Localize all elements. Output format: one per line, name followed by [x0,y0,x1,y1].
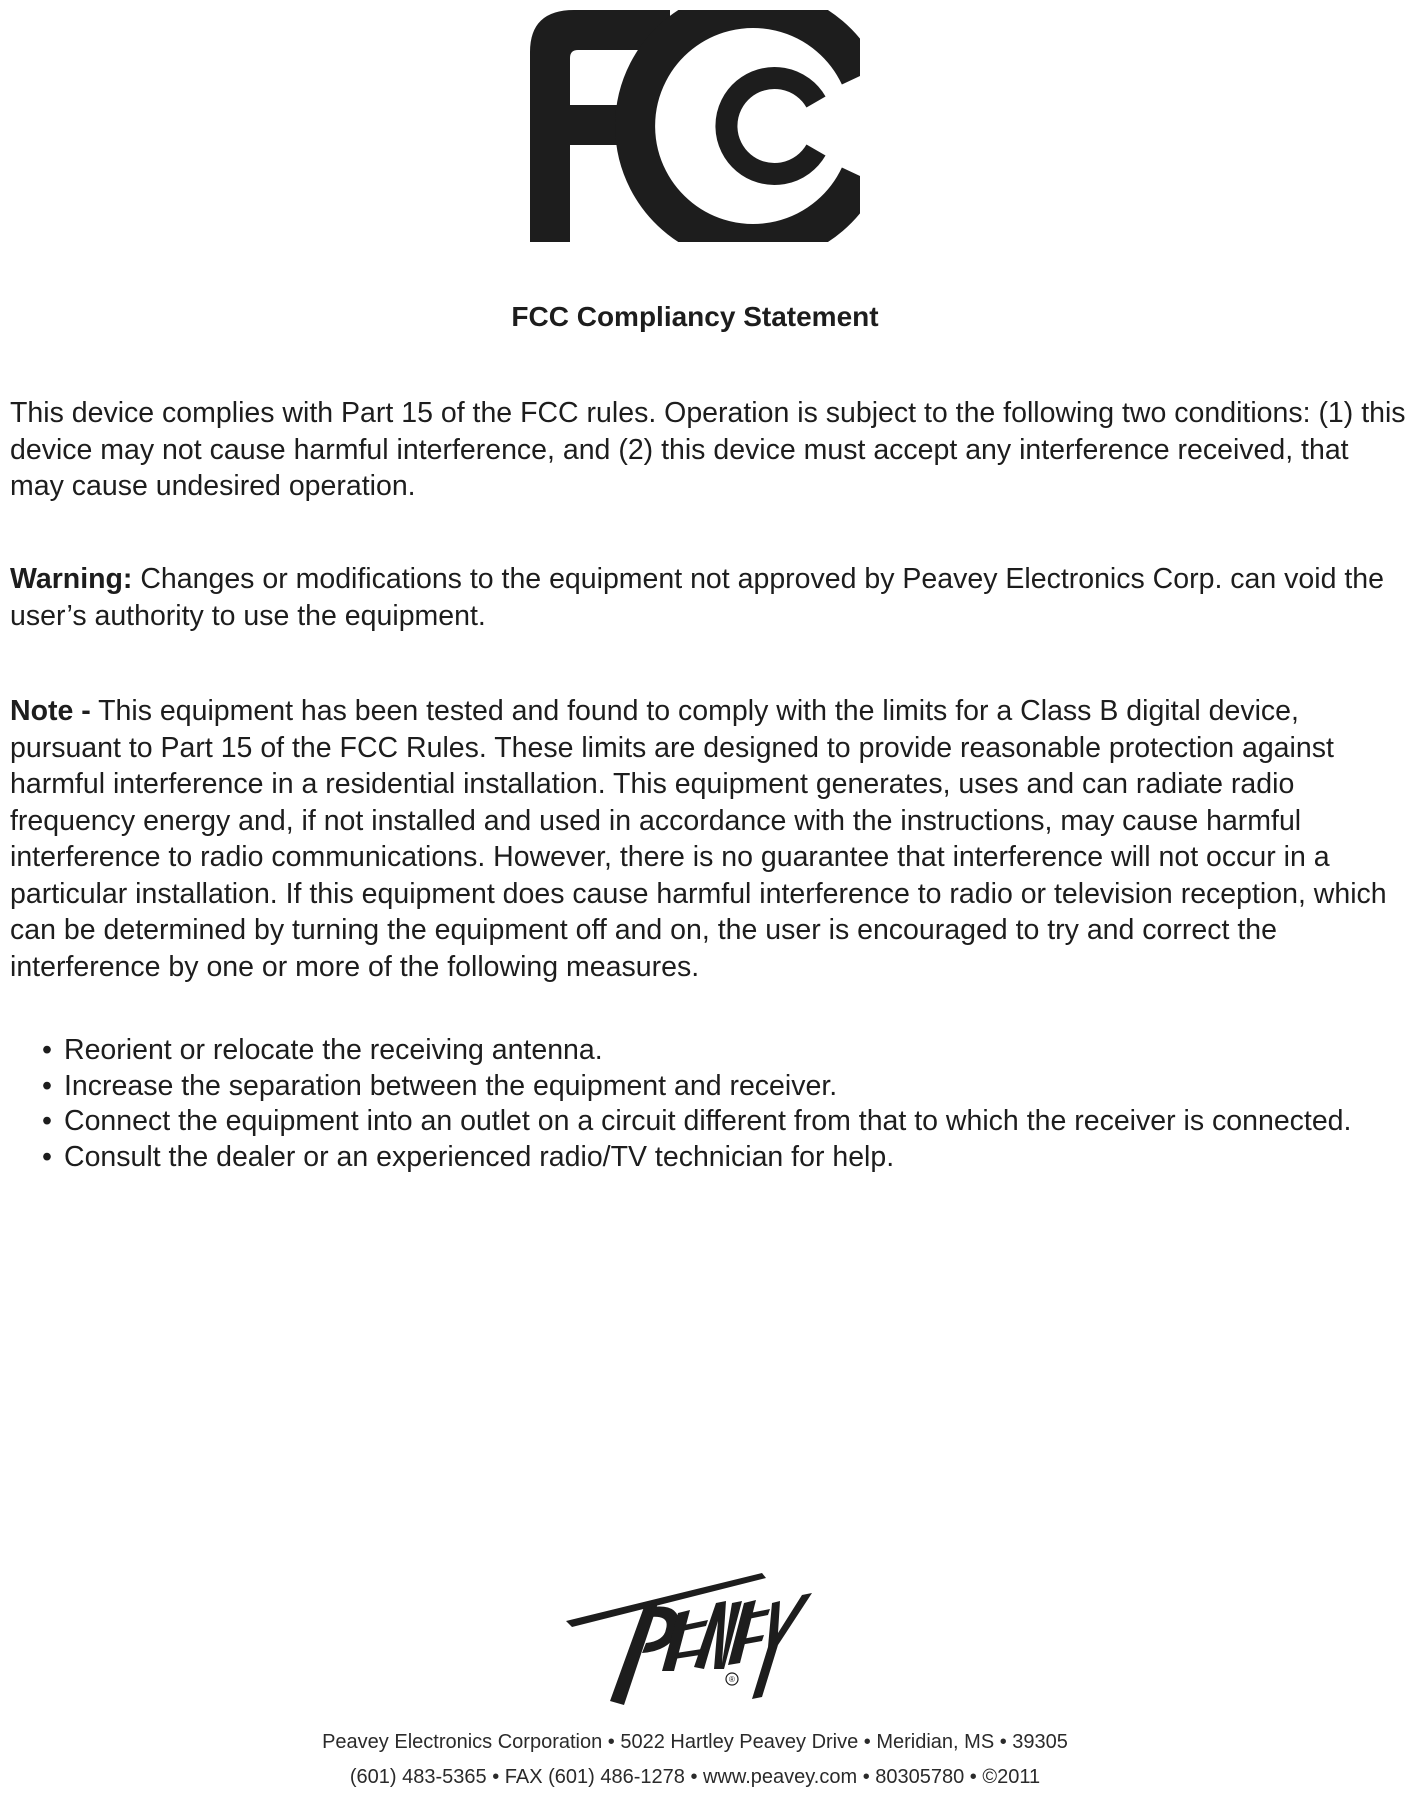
compliance-paragraph: This device complies with Part 15 of the FCC rules. Operation is subject to the following two conditions: (1) this device may not cause harmful interference, and (2) this device must accept any interference received, that may cause undesired operation. [10,397,1406,502]
measure-text: Increase the separation between the equipment and receiver. [64,1069,838,1102]
measure-text: Connect the equipment into an outlet on a circuit different from that to which the receiver is connected. [64,1105,1352,1137]
bullet-icon: • [42,1140,52,1173]
list-item [42,1104,1382,1140]
measures-list [42,1033,1382,1175]
fcc-logo [530,10,860,242]
registered-mark: ® [729,1675,735,1684]
warning-paragraph [10,561,1410,634]
list-item [42,1033,1382,1069]
bullet-icon: • [42,1069,52,1102]
measure-text: Reorient or relocate the receiving antenna. [64,1034,603,1066]
footer-address: Peavey Electronics Corporation • 5022 Hartley Peavey Drive • Meridian, MS • 39305 [322,1731,1068,1753]
list-item [42,1140,1382,1176]
peavey-logo [566,1573,816,1705]
measure-text: Consult the dealer or an experienced radio/TV technician for help. [64,1140,895,1173]
note-text: This equipment has been tested and found to comply with the limits for a Class B digital device, pursuant to Part 15 of the FCC Rules. These limits are designed to provide reasonable protection against harmful interference in a residential installation. This equipment generates, uses and can radiate radio frequency energy and, if not installed and used in accordance with the instructions, may cause harmful interference to radio communications. However, there is no guarantee that interference will not occur in a particular installation. If this equipment does cause harmful interference to radio or television reception, which can be determined by turning the equipment off and on, the user is encouraged to try and correct the interference by one or more of the following measures. [10,695,1387,983]
footer-contact: (601) 483-5365 • FAX (601) 486-1278 • www.peavey.com • 80305780 • ©2011 [349,1766,1041,1788]
page-title: FCC Compliancy Statement [511,301,879,332]
warning-label: Warning: [10,563,133,595]
note-paragraph [10,693,1410,985]
note-label: Note - [10,695,91,727]
bullet-icon: • [42,1034,52,1066]
warning-text: Changes or modifications to the equipment not approved by Peavey Electronics Corp. can void the user’s authority to use the equipment. [10,563,1384,632]
bullet-icon: • [42,1105,52,1137]
list-item [42,1069,1382,1105]
